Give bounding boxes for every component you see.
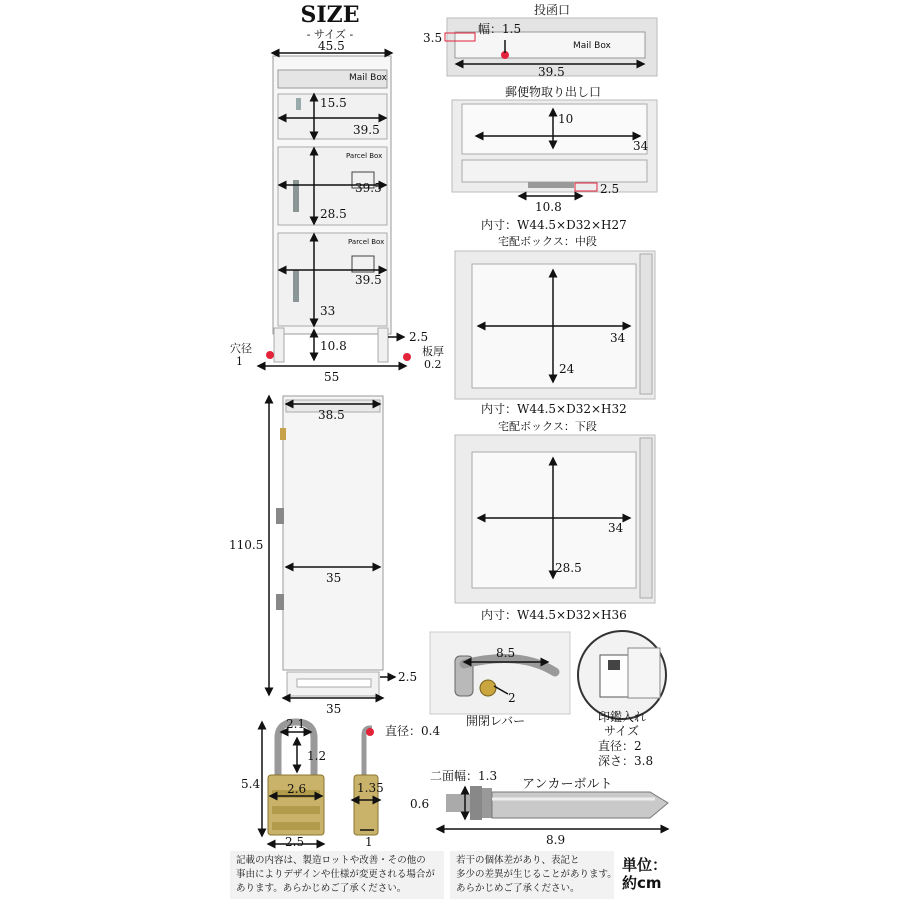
slot-caption: 投函口 xyxy=(534,3,571,17)
front-width-top: 45.5 xyxy=(318,39,345,53)
note-right-line: 多少の差異が生じることがあります。 xyxy=(456,869,617,880)
note-left xyxy=(230,851,444,899)
side-top-depth: 38.5 xyxy=(318,408,345,422)
anchor-hex: 二面幅：1.3 xyxy=(430,769,498,783)
side-mid-depth: 35 xyxy=(326,571,342,585)
unit-line-2: 約cm xyxy=(622,874,662,892)
note-left-line: 記載の内容は、製造ロットや改善・その他の xyxy=(236,855,426,866)
middle-box-inner-dims: 内寸：W44.5×D32×H32 xyxy=(481,402,627,416)
padlock-side-width: 1.35 xyxy=(357,781,384,795)
slot-width: 39.5 xyxy=(538,65,565,79)
seal-caption-1: 印鑑入れ xyxy=(598,710,647,724)
seal-caption-2: サイズ xyxy=(604,724,640,738)
takeout-handle-height: 2.5 xyxy=(600,182,620,196)
lever-length: 8.5 xyxy=(496,646,516,660)
plate-value: 0.2 xyxy=(424,358,442,371)
plate-label: 板厚 xyxy=(422,345,444,358)
takeout-photo xyxy=(452,100,657,192)
slot-mailbox-label: Mail Box xyxy=(573,41,611,51)
unit-label xyxy=(622,856,667,892)
middle-box-caption: 宅配ボックス：中段 xyxy=(498,235,597,248)
side-cabinet xyxy=(276,396,383,696)
front-mailbox-label: Mail Box xyxy=(349,73,387,83)
leg-side: 2.5 xyxy=(409,330,429,344)
page-subtitle: - サイズ - xyxy=(306,28,354,41)
lower-box-height: 28.5 xyxy=(555,561,582,575)
lower-box-caption: 宅配ボックス：下段 xyxy=(498,420,597,433)
anchor-label: アンカーボルト xyxy=(522,777,613,792)
page-title: SIZE xyxy=(300,2,360,28)
hole-value: 1 xyxy=(236,355,243,368)
note-right-line: 若干の個体差があり、表記と xyxy=(456,855,580,866)
hole-label: 穴径 xyxy=(230,342,252,355)
lower-drawer-height: 33 xyxy=(320,304,336,318)
middle-box-depth: 34 xyxy=(610,331,626,345)
padlock-side-base: 1 xyxy=(365,835,373,849)
middle-box-photo xyxy=(455,251,655,399)
slot-width-label: 幅：1.5 xyxy=(478,22,522,36)
base-width: 55 xyxy=(324,370,340,384)
slot-height: 3.5 xyxy=(423,31,443,45)
side-base-depth: 35 xyxy=(326,702,342,716)
lever-key: 2 xyxy=(508,691,516,705)
lower-drawer-width: 39.5 xyxy=(355,273,382,287)
note-right-line: あらかじめご了承ください。 xyxy=(456,883,580,894)
seal-diameter: 直径：2 xyxy=(598,739,642,753)
leg-height: 10.8 xyxy=(320,339,347,353)
seal-photo xyxy=(578,631,666,719)
padlock-height: 5.4 xyxy=(241,777,261,791)
anchor-length: 8.9 xyxy=(546,833,566,847)
upper-drawer-height: 15.5 xyxy=(320,96,347,110)
lower-box-depth: 34 xyxy=(608,521,624,535)
upper-drawer-width: 39.5 xyxy=(353,123,380,137)
unit-line-1: 単位： xyxy=(622,856,668,874)
padlock-diameter: 直径：0.4 xyxy=(385,724,441,738)
middle-drawer-width: 39.5 xyxy=(355,181,382,195)
anchor-diameter: 0.6 xyxy=(410,797,430,811)
side-leg-side: 2.5 xyxy=(398,670,418,684)
parcel-label-2: Parcel Box xyxy=(348,238,385,246)
takeout-height: 10 xyxy=(558,112,574,126)
padlock-front xyxy=(268,722,327,835)
takeout-caption: 郵便物取り出し口 xyxy=(505,85,602,99)
takeout-handle-width: 10.8 xyxy=(535,200,562,214)
seal-depth: 深さ：3.8 xyxy=(598,754,654,768)
lower-box-photo xyxy=(455,435,655,603)
lower-box-inner-dims: 内寸：W44.5×D32×H36 xyxy=(481,608,627,622)
note-left-line: あります。あらかじめご了承ください。 xyxy=(236,883,407,894)
padlock-body-width: 2.6 xyxy=(287,782,307,796)
lever-caption: 開閉レバー xyxy=(466,714,526,728)
side-height: 110.5 xyxy=(229,538,264,552)
middle-box-height: 24 xyxy=(559,362,575,376)
note-left-line: 事由によりデザインや仕様が変更される場合が xyxy=(236,869,435,880)
padlock-shackle-inner: 1.2 xyxy=(307,749,327,763)
padlock-shackle-width: 2.1 xyxy=(286,717,306,731)
takeout-inner-dims: 内寸：W44.5×D32×H27 xyxy=(481,218,627,232)
takeout-depth: 34 xyxy=(633,139,649,153)
middle-drawer-height: 28.5 xyxy=(320,207,347,221)
note-right xyxy=(450,851,617,899)
parcel-label-1: Parcel Box xyxy=(346,152,383,160)
lever-photo xyxy=(430,632,570,714)
padlock-base-width: 2.5 xyxy=(285,835,305,849)
